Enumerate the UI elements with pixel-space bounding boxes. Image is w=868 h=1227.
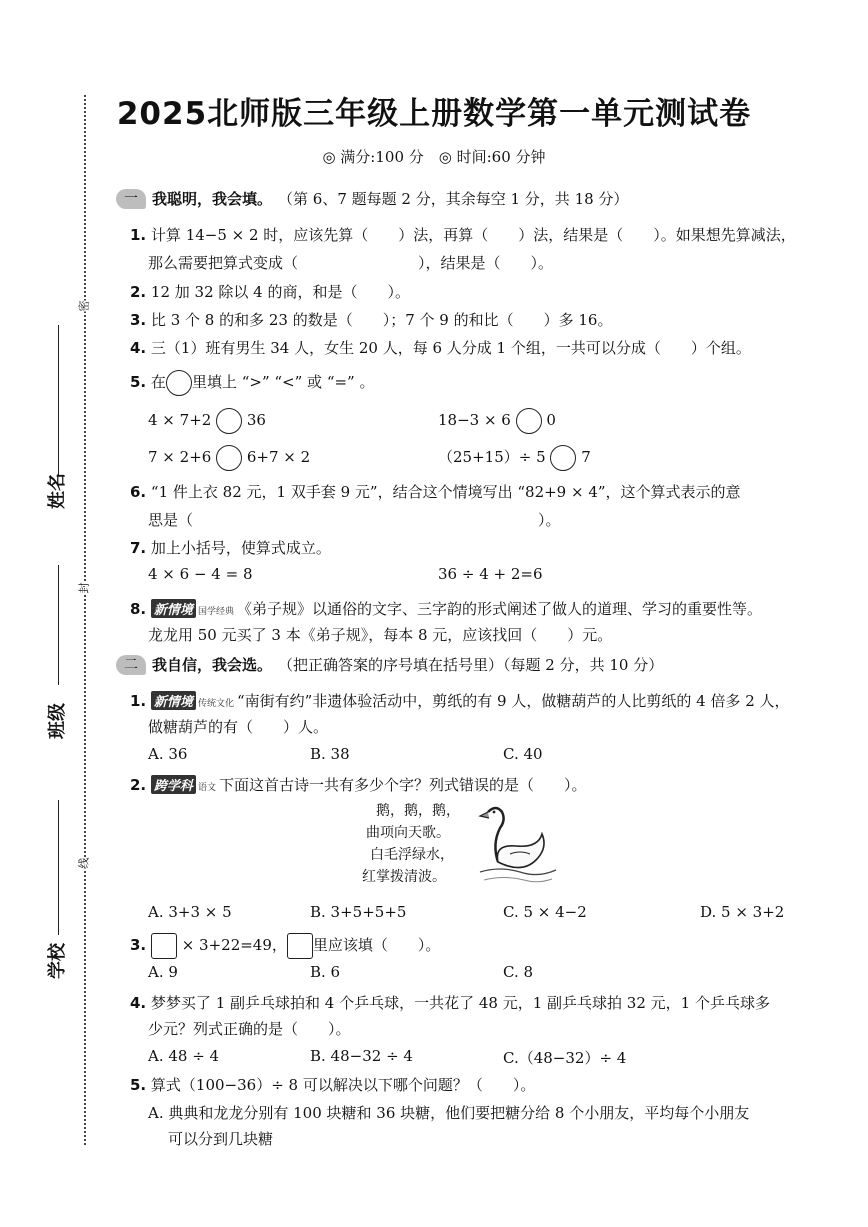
answer-box[interactable] [151, 933, 177, 959]
binding-dotted-line [84, 95, 86, 1145]
s2-q3: 3. × 3+22=49， 里应该填（ ）。 [130, 933, 440, 959]
class-underline [58, 565, 59, 685]
section-1-badge: 一 [116, 189, 146, 209]
s2-q4-line2: 少元？列式正确的是（ ）。 [148, 1020, 351, 1038]
s1-q6-line2: 思是（ ）。 [148, 511, 561, 529]
s1-q2: 2. 12 加 32 除以 4 的商，和是（ ）。 [130, 283, 410, 301]
answer-circle[interactable] [216, 408, 242, 434]
page-title: 2025北师版三年级上册数学第一单元测试卷 [116, 96, 752, 132]
class-label: 班级 [47, 703, 68, 739]
cross-subject-tag: 跨学科 [151, 775, 196, 794]
new-context-tag: 新情境 [151, 691, 196, 710]
goose-illustration [470, 800, 560, 890]
seal-char-xian: 线 [77, 857, 91, 869]
poem-line: 鹅，鹅，鹅， [376, 803, 460, 819]
answer-box[interactable] [287, 933, 313, 959]
s1-q8-line1: 8. 新情境 国学经典 《弟子规》以通俗的文字、三字韵的形式阐述了做人的道理、学习的重要性等。 [130, 600, 762, 618]
school-underline [58, 800, 59, 935]
answer-circle[interactable] [216, 445, 242, 471]
s2-q2-opt-c: C. 5 × 4−2 [503, 903, 587, 921]
s2-q1-opt-c: C. 40 [503, 745, 543, 763]
s2-q2-opt-d: D. 5 × 3+2 [700, 903, 785, 921]
s2-q1-line2: 做糖葫芦的有（ ）人。 [148, 718, 329, 736]
poem-line: 白毛浮绿水， [370, 847, 454, 863]
s2-q2: 2. 跨学科 语文 下面这首古诗一共有多少个字？列式错误的是（ ）。 [130, 776, 587, 794]
seal-char-feng: 封 [77, 582, 91, 594]
s2-q1-opt-a: A. 36 [148, 745, 188, 763]
poem [362, 800, 460, 888]
answer-circle[interactable] [516, 408, 542, 434]
school-label: 学校 [47, 943, 68, 979]
s1-q3: 3. 比 3 个 8 的和多 23 的数是（ ）；7 个 9 的和比（ ）多 16。 [130, 311, 613, 329]
answer-circle[interactable] [550, 445, 576, 471]
s2-q5-opt-a-line2: 可以分到几块糖 [168, 1130, 274, 1148]
s2-q4-opt-b: B. 48−32 ÷ 4 [310, 1047, 413, 1065]
s2-q5-opt-a-line1: A. 典典和龙龙分别有 100 块糖和 36 块糖，他们要把糖分给 8 个小朋友，平均每个小朋友 [148, 1104, 750, 1122]
name-label: 姓名 [47, 473, 68, 509]
s2-q2-opt-a: A. 3+3 × 5 [148, 903, 232, 921]
s1-q1-line1: 1. 计算 14−5 × 2 时，应该先算（ ）法，再算（ ）法，结果是（ ）。如果想先算减法， [130, 226, 796, 244]
section-2-badge: 二 [116, 655, 146, 675]
s1-q5-item-1: 4 × 7+2 36 [148, 408, 266, 434]
s1-q1-line2: 那么需要把算式变成（ ），结果是（ ）。 [148, 254, 554, 272]
poem-line: 红掌拨清波。 [362, 869, 446, 885]
s1-q8-line2: 龙龙用 50 元买了 3 本《弟子规》，每本 8 元，应该找回（ ）元。 [148, 626, 613, 644]
s2-q5: 5. 算式（100−36）÷ 8 可以解决以下哪个问题？（ ）。 [130, 1076, 536, 1094]
new-context-tag: 新情境 [151, 599, 196, 618]
section-1-note: （第 6、7 题每题 2 分，其余每空 1 分，共 18 分） [278, 190, 629, 208]
s2-q4-line1: 4. 梦梦买了 1 副乒乓球拍和 4 个乒乓球，一共花了 48 元，1 副乒乓球拍 32 元，1 个乒乓球多 [130, 994, 770, 1012]
seal-char-mi: 密 [77, 300, 91, 312]
s1-q7: 7. 加上小括号，使算式成立。 [130, 539, 331, 557]
section-2-header [116, 654, 663, 675]
s1-q7-a: 4 × 6 − 4 = 8 [148, 565, 253, 583]
s2-q1-opt-b: B. 38 [310, 745, 350, 763]
section-1-title: 我聪明，我会填。 [152, 190, 273, 208]
s2-q4-opt-c: C.（48−32）÷ 4 [503, 1049, 627, 1067]
poem-line: 曲项向天歌。 [366, 825, 450, 841]
s2-q3-opt-a: A. 9 [148, 963, 178, 981]
section-2-note: （把正确答案的序号填在括号里）（每题 2 分，共 10 分） [278, 656, 664, 674]
section-2-title: 我自信，我会选。 [152, 656, 273, 674]
section-1-header [116, 188, 628, 209]
s2-q3-opt-c: C. 8 [503, 963, 534, 981]
exam-info: ◎ 满分:100 分 ◎ 时间:60 分钟 [322, 148, 546, 166]
s1-q7-b: 36 ÷ 4 + 2=6 [438, 565, 543, 583]
s1-q5-item-4: （25+15）÷ 5 7 [438, 445, 591, 471]
s2-q2-opt-b: B. 3+5+5+5 [310, 903, 407, 921]
answer-circle[interactable] [166, 370, 192, 396]
s2-q4-opt-a: A. 48 ÷ 4 [148, 1047, 220, 1065]
s1-q5-item-2: 18−3 × 6 0 [438, 408, 556, 434]
s1-q5: 5. 在 里填上 “>” “<” 或 “=” 。 [130, 370, 375, 396]
s1-q4: 4. 三（1）班有男生 34 人，女生 20 人，每 6 人分成 1 个组，一共可以分成（ ）个组。 [130, 339, 751, 357]
s1-q5-item-3: 7 × 2+6 6+7 × 2 [148, 445, 310, 471]
s2-q3-opt-b: B. 6 [310, 963, 341, 981]
name-underline [58, 325, 59, 475]
s1-q6-line1: 6. “1 件上衣 82 元，1 双手套 9 元”，结合这个情境写出 “82+9 × 4”，这个算式表示的意 [130, 483, 741, 501]
s2-q1-line1: 1. 新情境 传统文化 “南街有约”非遗体验活动中，剪纸的有 9 人，做糖葫芦的人比剪纸的 4 倍多 2 人， [130, 692, 790, 710]
